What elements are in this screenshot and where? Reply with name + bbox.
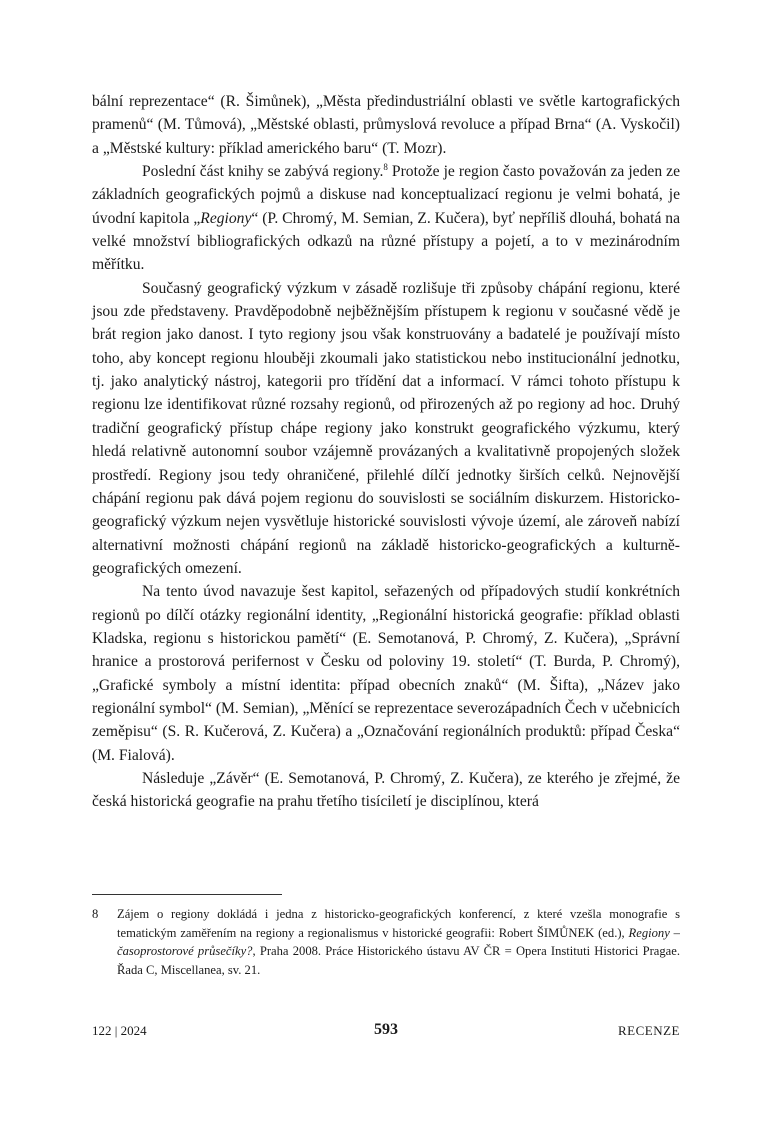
paragraph	[92, 767, 680, 814]
page-number: 593	[374, 1021, 398, 1038]
italic-title: Regiony	[200, 209, 252, 227]
paragraph	[92, 277, 680, 580]
section-name: RECENZE	[618, 1023, 680, 1038]
text-run: Na tento úvod navazuje šest kapitol, seřazených od případových studií konkrétních regionů po dílčí otázky regionální identity, „Regionální historická geografie: příklad oblasti Kladska, regionu s historickou pamětí“ (E. Semotanová, P. Chromý, Z. Kučera), „Správní hranice a prostorová perifernost v Česku od poloviny 19. století“ (T. Burda, P. Chromý), „Grafické symboly a místní identita: případ obecních znaků“ (M. Šifta), „Název jako regionální symbol“ (M. Semian), „Měnící se reprezentace severozápadních Čech v učebnicích zeměpisu“ (S. R. Kučerová, Z. Kučera) a „Označování regionálních produktů: případ Česka“ (M. Fialová).	[92, 583, 680, 764]
text-run: Současný geografický výzkum v zásadě rozlišuje tři způsoby chápání regionu, které jsou zde představeny. Pravděpodobně nejběžnějším přístupem k regionu v současné vědě je brát region jako danost. I tyto regiony jsou však konstruovány a badatelé je používají místo toho, aby koncept regionu hlouběji zkoumali jako statistickou nebo institucionální jednotku, tj. jako analytický nástroj, kategorii pro třídění dat a informací. V rámci tohoto přístupu k regionu lze identifikovat různé rozsahy regionů, od přirozených až po regiony ad hoc. Druhý tradiční geografický přístup chápe regiony jako konstrukt geografického výzkumu, který hledá relativně autonomní soubor vzájemně provázaných a kvalitativně propojených složek prostředí. Regiony jsou tedy ohraničené, přilehlé dílčí jednotky širších celků. Nejnovější chápání regionu pak dává pojem regionu do souvislosti se sociálním diskurzem. Historicko-geografický výzkum nejen vysvětluje historické souvislosti vývoje území, ale zároveň nabízí alternativní možnosti chápání regionů na základě historicko-geografických a kulturně-geografických omezení.	[92, 279, 680, 577]
paragraph	[92, 160, 680, 277]
text-run: “ (P. Chromý, M. Semian, Z. Kučera), byť nepříliš dlouhá, bohatá na velké množství bibliografických odkazů na různé přístupy a pojetí, a to v mezinárodním měřítku.	[92, 209, 680, 274]
text-run: Poslední část knihy se zabývá regiony.	[142, 163, 384, 181]
footnote-text	[117, 905, 680, 979]
main-text	[92, 90, 680, 814]
footnote-divider	[92, 894, 282, 895]
footnote	[92, 905, 680, 979]
text-run: bální reprezentace“ (R. Šimůnek), „Města předindustriální oblasti ve světle kartografických pramenů“ (M. Tůmová), „Městské oblasti, průmyslová revoluce a případ Brna“ (A. Vyskočil) a „Městské kultury: příklad amerického baru“ (T. Mozr).	[92, 93, 680, 157]
text-run: Protože je region často považován za jeden ze základních geografických pojmů a diskuse nad konceptualizací regionu je velmi bohatá, je úvodní kapitola „	[92, 163, 680, 227]
text-run: Následuje „Závěr“ (E. Semotanová, P. Chromý, Z. Kučera), ze kterého je zřejmé, že česká historická geografie na prahu třetího tisíciletí je disciplínou, která	[92, 769, 680, 811]
text-run: Zájem o regiony dokládá i jedna z historicko-geografických konferencí, z které vzešla monografie s tematickým zaměřením na regiony a regionalismus v historické geografii: Robert ŠIMŮNEK (ed.),	[117, 907, 680, 940]
paragraph	[92, 580, 680, 767]
page-footer	[92, 1023, 680, 1045]
journal-issue: 122 | 2024	[92, 1023, 147, 1038]
italic-title: Regiony – časoprostorové průsečíky?	[117, 925, 680, 959]
footnote-reference: 8	[383, 161, 388, 172]
paragraph	[92, 90, 680, 160]
text-run: , Praha 2008. Práce Historického ústavu AV ČR = Opera Instituti Historici Pragae. Řada C, Miscellanea, sv. 21.	[117, 944, 680, 977]
footnote-number: 8	[92, 907, 99, 921]
